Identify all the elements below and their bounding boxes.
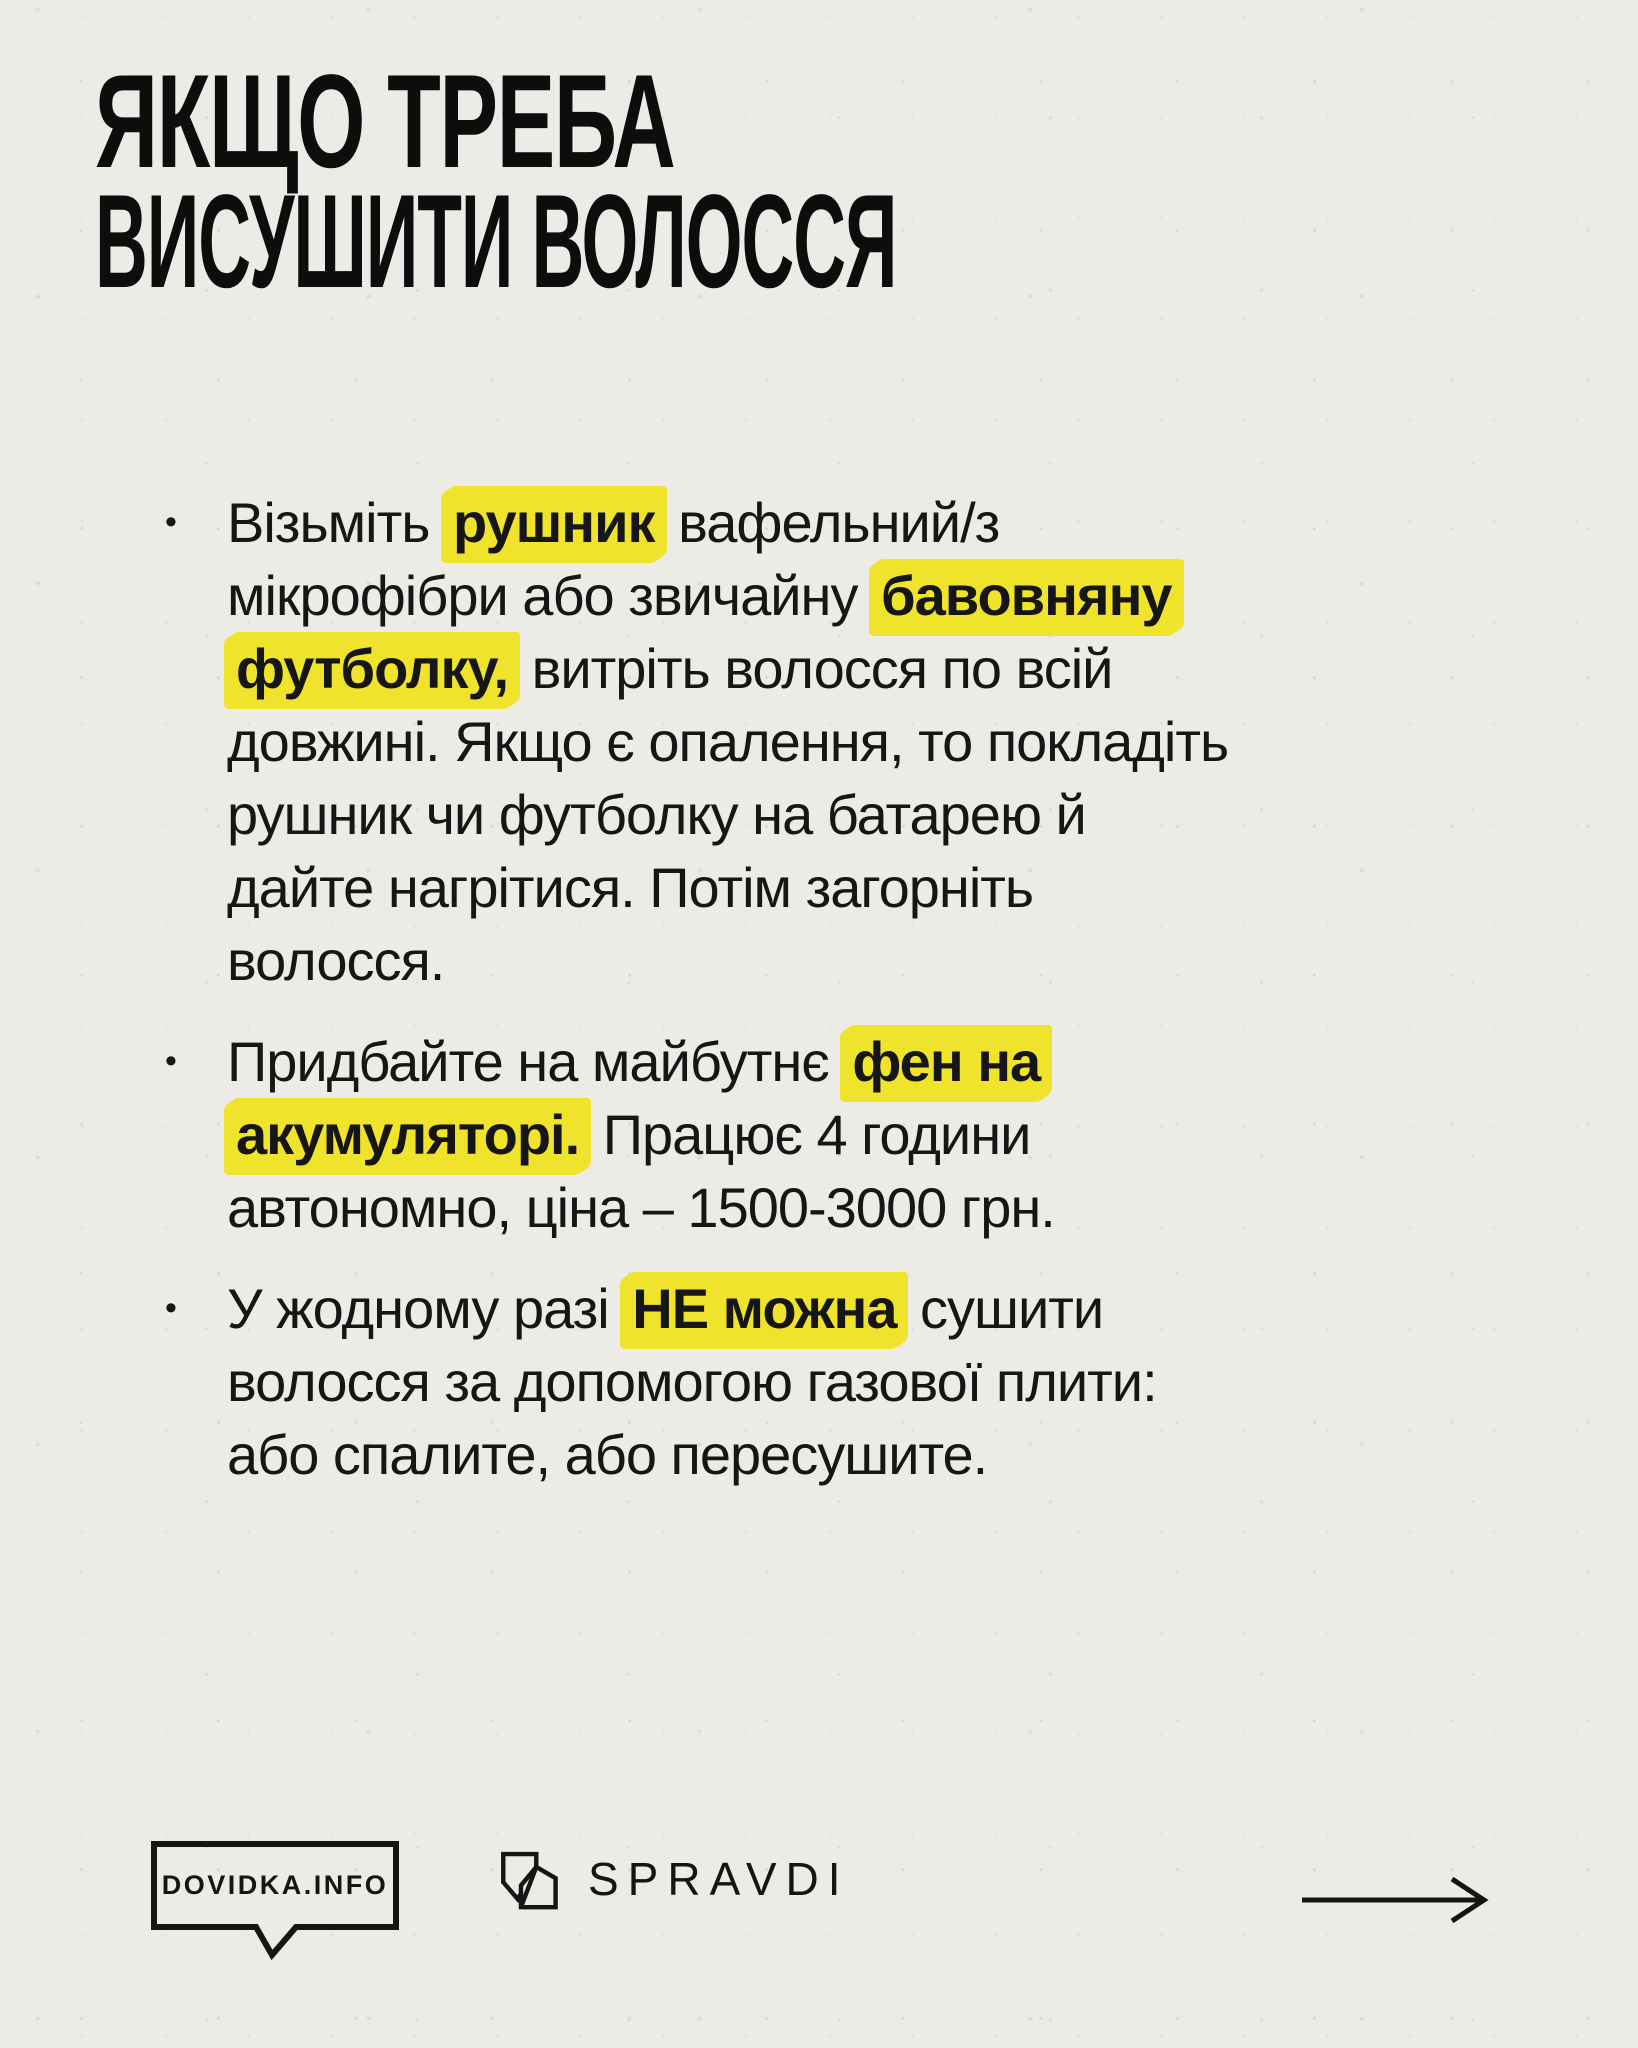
highlighted-text: рушник [444,488,664,561]
highlighted-text: акумуляторі. [227,1100,588,1173]
title-line-2: ВИСУШИТИ ВОЛОССЯ [95,168,897,316]
next-arrow-icon[interactable] [1300,1870,1492,1930]
body-text: рушник чи футболку на батарею й [227,783,1086,846]
bullet-item-gas-stove-warning [165,1272,1355,1491]
body-text: довжині. Якщо є опалення, то покладіть [227,710,1229,773]
body-text: сушити [905,1277,1104,1340]
body-text: волосся. [227,929,445,992]
dovidka-label: DOVIDKA.INFO [161,1870,389,1900]
body-text: мікрофібри або звичайну [227,564,873,627]
dovidka-badge [150,1840,400,1960]
highlighted-text: бавовняну [872,561,1181,634]
body-text: дайте нагрітися. Потім загорніть [227,856,1034,919]
spravdi-logo [492,1846,850,1912]
highlighted-text: футболку, [227,634,517,707]
bullet-item-hairdryer [165,1025,1355,1244]
body-text: вафельний/з [663,491,1000,554]
bullet-dot: • [165,503,177,541]
body-text: автономно, ціна – 1500-3000 грн. [227,1176,1055,1239]
body-text: витріть волосся по всій [517,637,1113,700]
body-text: Придбайте на майбутнє [227,1030,844,1093]
body-text: волосся за допомогою газової плити: [227,1350,1157,1413]
body-text: Візьміть [227,491,444,554]
footer [0,1838,1638,2048]
spravdi-leaf-icon [492,1846,558,1912]
spravdi-label: SPRAVDI [588,1853,850,1905]
body-text: Працює 4 години [588,1103,1031,1166]
page-title [95,48,1552,316]
bullet-item-towel [165,486,1355,997]
bullet-text [227,486,1228,997]
bullet-text [227,1272,1157,1491]
highlighted-text: фен на [843,1027,1049,1100]
highlighted-text: НЕ можна [623,1274,905,1347]
bullet-list [165,486,1355,1519]
bullet-text [227,1025,1055,1244]
body-text: У жодному разі [227,1277,624,1340]
bullet-dot: • [165,1289,177,1327]
body-text: або спалите, або пересушите. [227,1423,988,1486]
bullet-dot: • [165,1042,177,1080]
title-line-1: ЯКЩО ТРЕБА [95,48,675,196]
